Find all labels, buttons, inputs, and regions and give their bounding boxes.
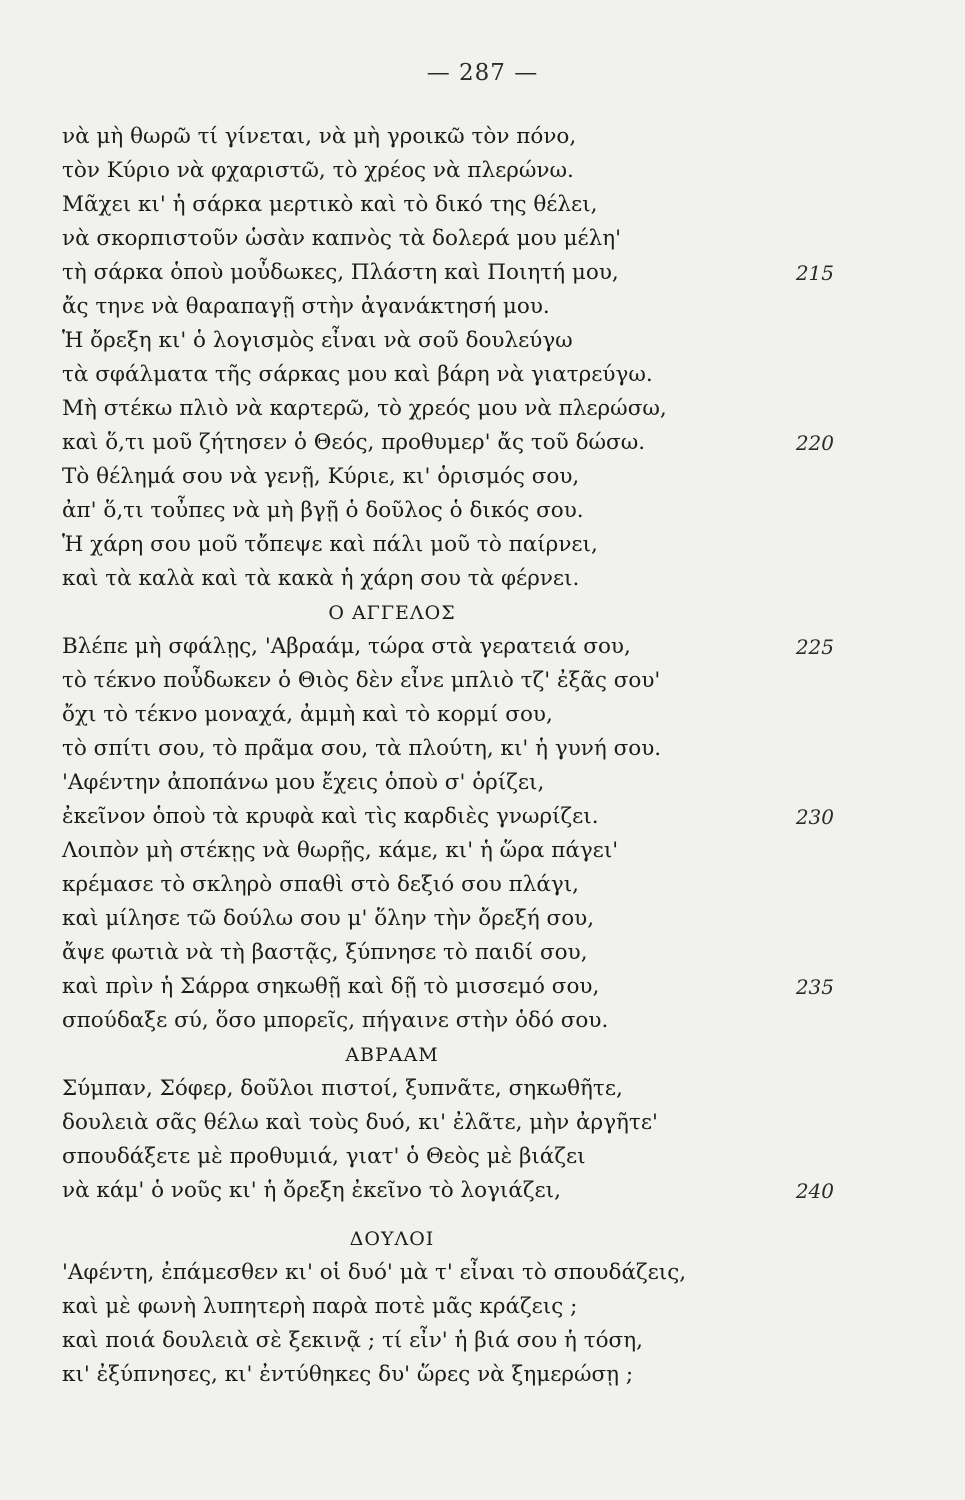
- page-number: — 287 —: [426, 60, 539, 86]
- verse-line: σπούδαξε σύ, ὅσο μπορεῖς, πήγαινε στὴν ὁδό σου.: [62, 1008, 609, 1033]
- verse-row: [62, 120, 892, 154]
- verse-row: [62, 562, 892, 596]
- verse-line: Βλέπε μὴ σφάλῃς, 'Αβραάμ, τώρα στὰ γερατειά σου,: [62, 634, 631, 659]
- verse-line: καὶ ποιά δουλειὰ σὲ ξεκινᾷ ; τί εἶν' ἡ βιά σου ἡ τόση,: [62, 1328, 643, 1353]
- verse-row: [62, 426, 892, 460]
- speaker-heading-abraham: ΑΒΡΑΑΜ: [345, 1044, 439, 1066]
- speaker-heading-angel: Ο ΑΓΓΕΛΟΣ: [328, 602, 456, 624]
- verse-section-3: [62, 1072, 892, 1208]
- verse-row: [62, 936, 892, 970]
- verse-row: [62, 392, 892, 426]
- verse-row: [62, 732, 892, 766]
- verse-line: νὰ κάμ' ὁ νοῦς κι' ἡ ὄρεξη ἐκεῖνο τὸ λογιάζει,: [62, 1178, 561, 1203]
- verse-row: [62, 1290, 892, 1324]
- line-number: 235: [795, 975, 834, 999]
- verse-line: Τὸ θέλημά σου νὰ γενῇ, Κύριε, κι' ὁρισμός σου,: [62, 464, 580, 489]
- verse-row: [62, 698, 892, 732]
- verse-line: ἄψε φωτιὰ νὰ τὴ βαστᾷς, ξύπνησε τὸ παιδί σου,: [62, 940, 588, 965]
- line-number: 230: [795, 805, 834, 829]
- verse-line: ἐκεῖνον ὁποὺ τὰ κρυφὰ καὶ τὶς καρδιὲς γνωρίζει.: [62, 804, 599, 829]
- verse-row: [62, 256, 892, 290]
- verse-section-4: [62, 1256, 892, 1392]
- verse-row: [62, 460, 892, 494]
- verse-line: καὶ μίλησε τῶ δούλω σου μ' ὅλην τὴν ὄρεξή σου,: [62, 906, 595, 931]
- verse-line: ὄχι τὸ τέκνο μοναχά, ἀμμὴ καὶ τὸ κορμί σου,: [62, 702, 553, 727]
- verse-row: [62, 1106, 892, 1140]
- verse-line: τὸ σπίτι σου, τὸ πρᾶμα σου, τὰ πλούτη, κι' ἡ γυνή σου.: [62, 736, 662, 761]
- verse-line: κρέμασε τὸ σκληρὸ σπαθὶ στὸ δεξιό σου πλάγι,: [62, 872, 579, 897]
- poem-text: [62, 120, 892, 1392]
- verse-row: [62, 970, 892, 1004]
- speaker-heading-servants: ΔΟΥΛΟΙ: [349, 1228, 435, 1250]
- verse-row: [62, 664, 892, 698]
- line-number: 220: [795, 431, 834, 455]
- verse-line: 'Αφέντη, ἐπάμεσθεν κι' οἱ δυό' μὰ τ' εἶναι τὸ σπουδάζεις,: [62, 1260, 687, 1285]
- verse-line: καὶ μὲ φωνὴ λυπητερὴ παρὰ ποτὲ μᾶς κράζεις ;: [62, 1294, 578, 1319]
- verse-line: Σύμπαν, Σόφερ, δοῦλοι πιστοί, ξυπνᾶτε, σηκωθῆτε,: [62, 1076, 623, 1101]
- verse-line: σπουδάξετε μὲ προθυμιά, γιατ' ὁ Θεὸς μὲ βιάζει: [62, 1144, 586, 1169]
- verse-line: καὶ τὰ καλὰ καὶ τὰ κακὰ ἡ χάρη σου τὰ φέρνει.: [62, 566, 580, 591]
- verse-row: [62, 766, 892, 800]
- verse-line: καὶ πρὶν ἡ Σάρρα σηκωθῇ καὶ δῇ τὸ μισσεμό σου,: [62, 974, 600, 999]
- verse-line: ἀπ' ὅ,τι τοὖπες νὰ μὴ βγῇ ὁ δοῦλος ὁ δικός σου.: [62, 498, 584, 523]
- verse-row: [62, 868, 892, 902]
- verse-line: τὸ τέκνο ποὖδωκεν ὁ Θιὸς δὲν εἶνε μπλιὸ τζ' ἐξᾶς σου': [62, 668, 661, 693]
- verse-row: [62, 222, 892, 256]
- line-number: 225: [795, 635, 834, 659]
- verse-row: [62, 1256, 892, 1290]
- verse-line: τὸν Κύριο νὰ φχαριστῶ, τὸ χρέος νὰ πλερώνω.: [62, 158, 574, 183]
- verse-line: τὰ σφάλματα τῆς σάρκας μου καὶ βάρη νὰ γιατρεύγω.: [62, 362, 653, 387]
- verse-line: Λοιπὸν μὴ στέκῃς νὰ θωρῇς, κάμε, κι' ἡ ὥρα πάγει': [62, 838, 619, 863]
- verse-line: 'Αφέντην ἀποπάνω μου ἔχεις ὁποὺ σ' ὁρίζει,: [62, 770, 545, 795]
- verse-line: τὴ σάρκα ὁποὺ μοὖδωκες, Πλάστη καὶ Ποιητή μου,: [62, 260, 619, 285]
- verse-row: [62, 1358, 892, 1392]
- verse-row: [62, 1140, 892, 1174]
- verse-row: [62, 1174, 892, 1208]
- verse-row: [62, 834, 892, 868]
- verse-line: Μὴ στέκω πλιὸ νὰ καρτερῶ, τὸ χρεός μου νὰ πλερώσω,: [62, 396, 667, 421]
- verse-line: κι' ἐξύπνησες, κι' ἐντύθηκες δυ' ὥρες νὰ ξημερώσῃ ;: [62, 1362, 634, 1387]
- verse-row: [62, 630, 892, 664]
- verse-line: νὰ σκορπιστοῦν ὡσὰν καπνὸς τὰ δολερά μου μέλη': [62, 226, 622, 251]
- verse-line: Μᾶχει κι' ἡ σάρκα μερτικὸ καὶ τὸ δικό της θέλει,: [62, 192, 598, 217]
- verse-row: [62, 154, 892, 188]
- verse-line: νὰ μὴ θωρῶ τί γίνεται, νὰ μὴ γροικῶ τὸν πόνο,: [62, 124, 577, 149]
- verse-line: ἄς τηνε νὰ θαραπαγῇ στὴν ἀγανάκτησή μου.: [62, 294, 550, 319]
- verse-row: [62, 494, 892, 528]
- verse-section-2: [62, 630, 892, 1038]
- line-number: 215: [795, 261, 834, 285]
- line-number: 240: [795, 1179, 834, 1203]
- verse-row: [62, 528, 892, 562]
- verse-row: [62, 902, 892, 936]
- verse-row: [62, 290, 892, 324]
- verse-row: [62, 1072, 892, 1106]
- verse-row: [62, 800, 892, 834]
- verse-section-1: [62, 120, 892, 596]
- verse-row: [62, 358, 892, 392]
- verse-row: [62, 188, 892, 222]
- verse-row: [62, 324, 892, 358]
- verse-row: [62, 1004, 892, 1038]
- verse-line: δουλειὰ σᾶς θέλω καὶ τοὺς δυό, κι' ἐλᾶτε, μὴν ἀργῆτε': [62, 1110, 658, 1135]
- verse-line: καὶ ὅ,τι μοῦ ζήτησεν ὁ Θεός, προθυμερ' ἄς τοῦ δώσω.: [62, 430, 646, 455]
- verse-row: [62, 1324, 892, 1358]
- verse-line: Ἡ χάρη σου μοῦ τὄπεψε καὶ πάλι μοῦ τὸ παίρνει,: [62, 532, 598, 557]
- verse-line: Ἡ ὄρεξη κι' ὁ λογισμὸς εἶναι νὰ σοῦ δουλεύγω: [62, 328, 573, 353]
